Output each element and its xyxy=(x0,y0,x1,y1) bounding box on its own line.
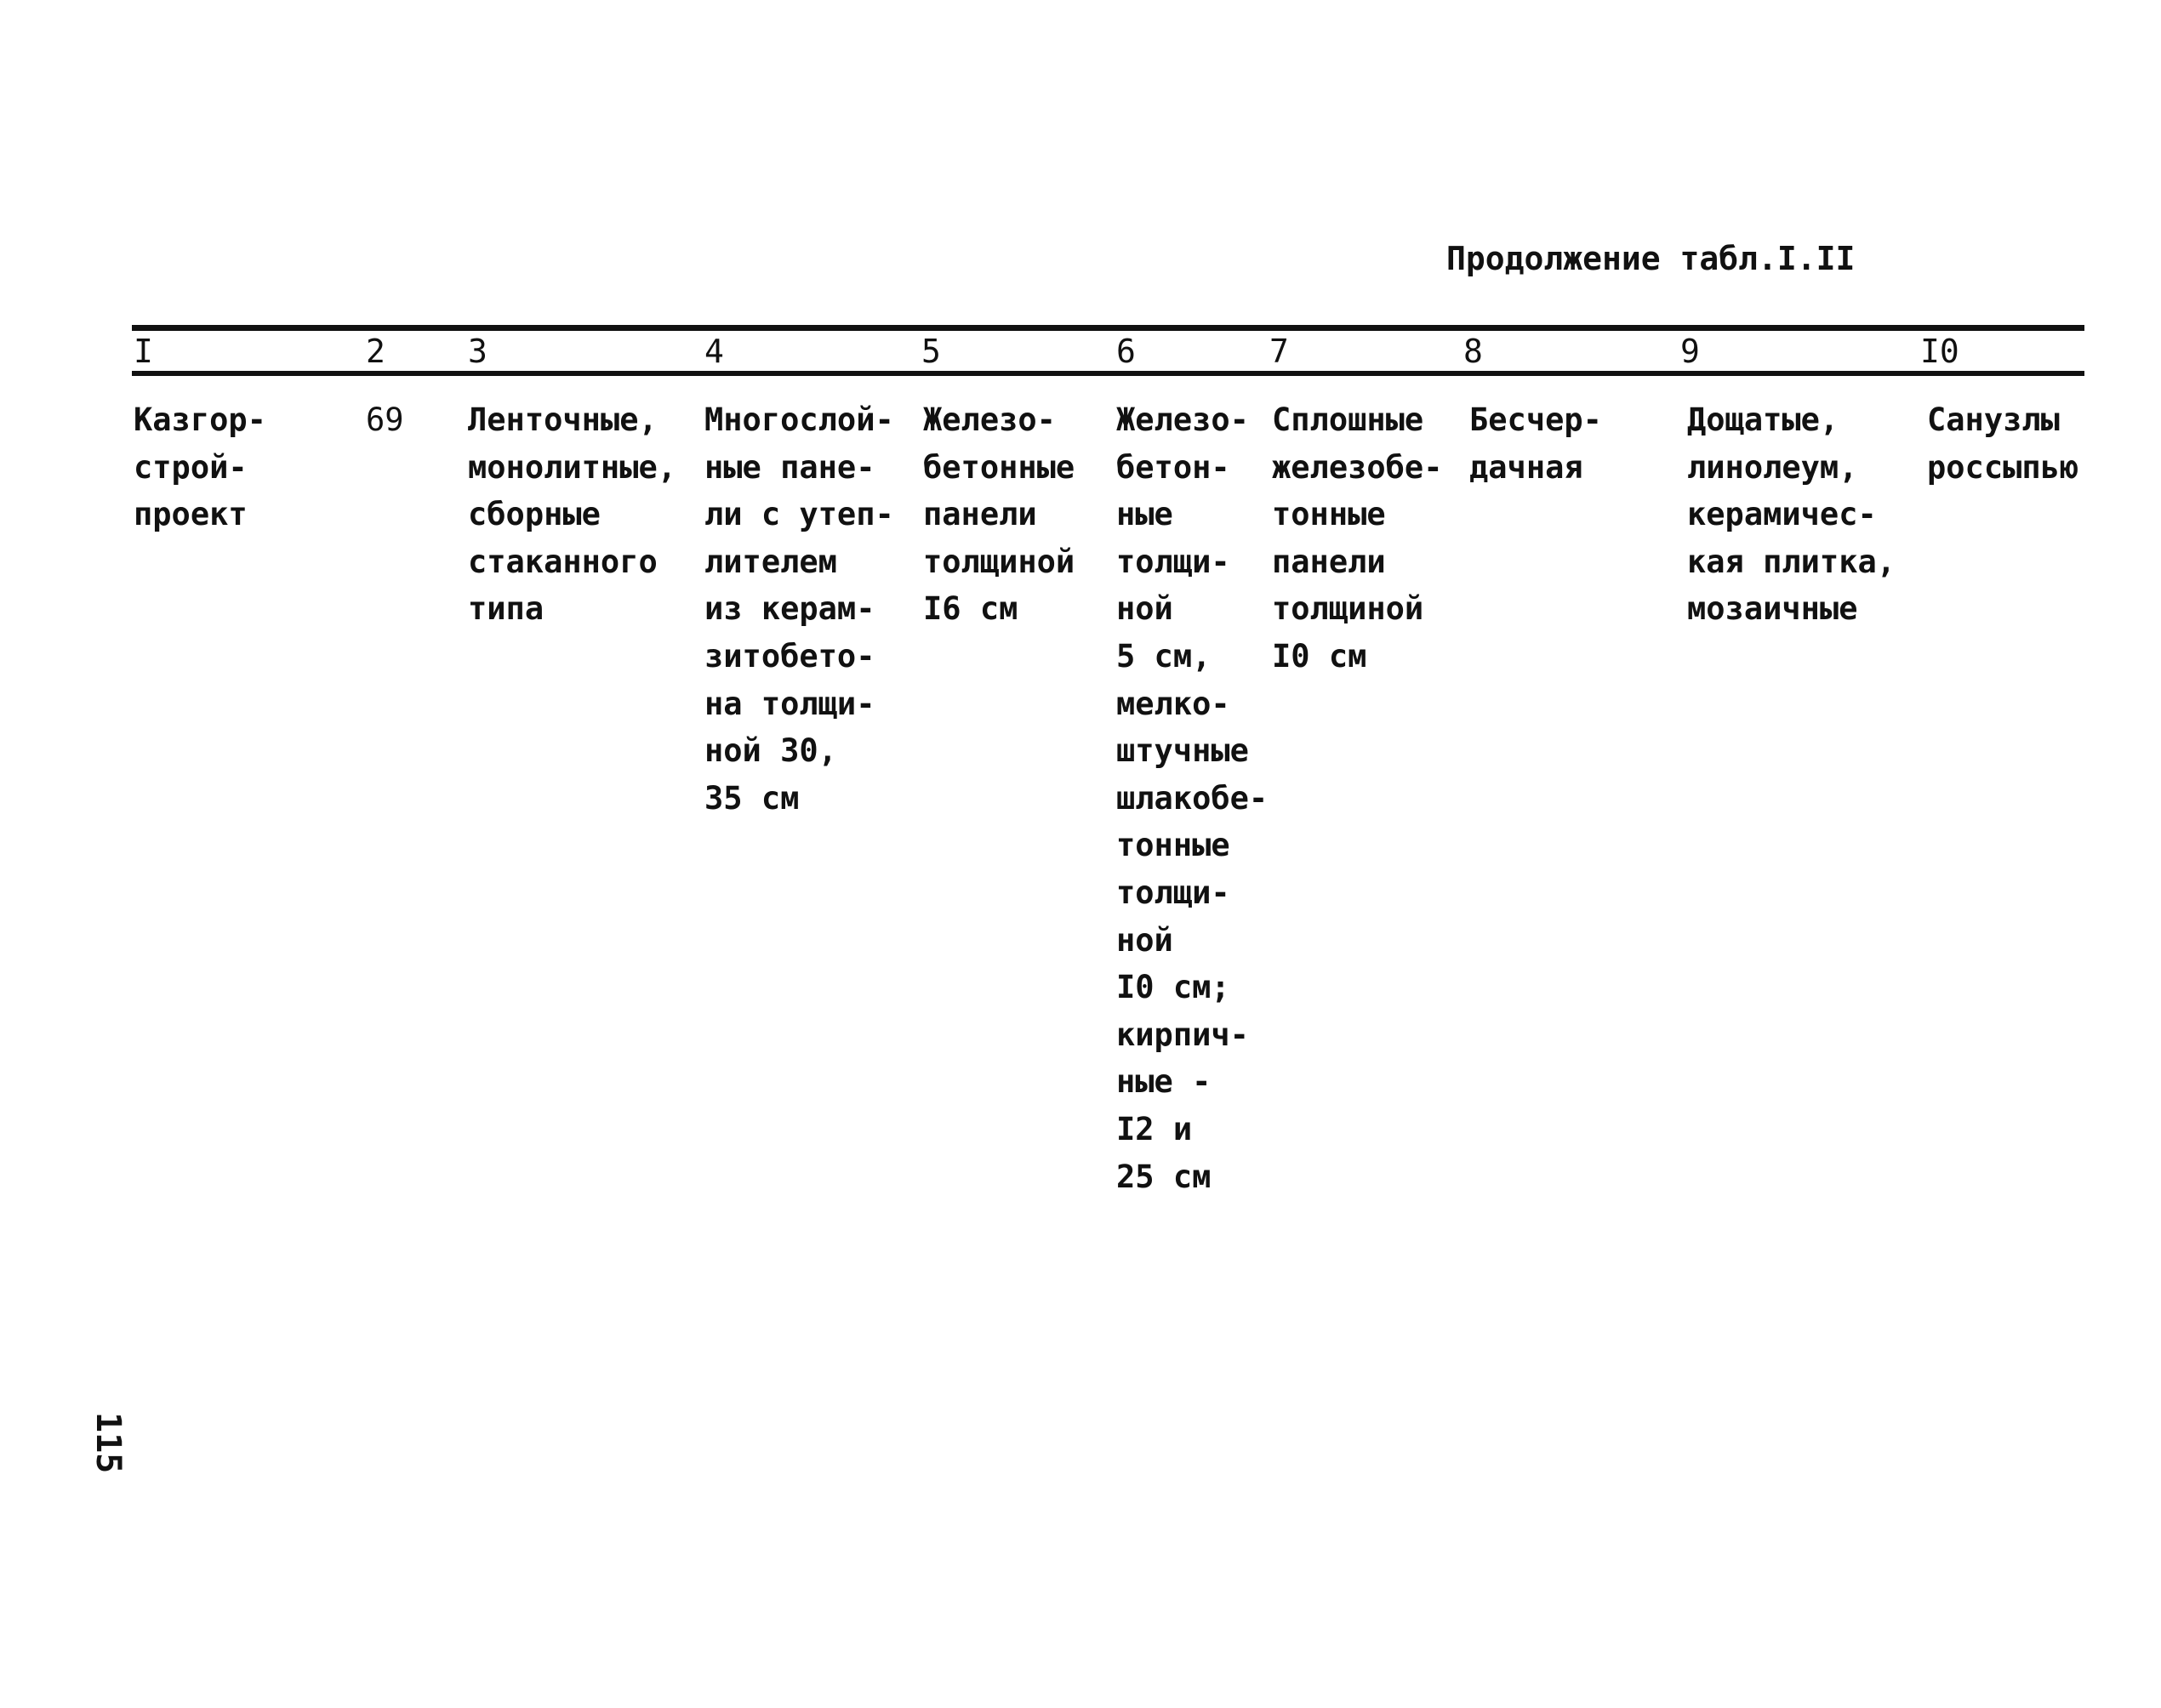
column-number-7: 7 xyxy=(1269,333,1289,370)
page-number: 115 xyxy=(88,1412,128,1474)
column-number-9: 9 xyxy=(1680,333,1700,370)
column-number-5: 5 xyxy=(921,333,941,370)
cell-exterior-walls: Многослой- ные пане- ли с утеп- лителем из керам- зитобето- на толщи- ной 30, 35 см xyxy=(704,401,894,817)
column-number-6: 6 xyxy=(1116,333,1136,370)
cell-partitions: Железо- бетон- ные толщи- ной 5 см, мелко- штучные шлакобе- тонные толщи- ной I0 см; кирпич- ные - I2 и 25 см xyxy=(1116,401,1269,1195)
cell-roof: Бесчер- дачная xyxy=(1469,401,1602,486)
column-number-underline xyxy=(132,371,2084,376)
table-top-rule xyxy=(132,325,2084,331)
column-number-4: 4 xyxy=(704,333,724,370)
column-number-10: I0 xyxy=(1920,333,1959,370)
cell-sanitary-units: Санузлы россыпью xyxy=(1927,401,2079,486)
table-caption: Продолжение табл.I.II xyxy=(1446,240,1856,277)
cell-floor-coverings: Дощатые, линолеум, керамичес- кая плитка, мозаичные xyxy=(1687,401,1896,628)
column-number-3: 3 xyxy=(468,333,488,370)
column-number-2: 2 xyxy=(366,333,385,370)
cell-number: 69 xyxy=(366,401,404,438)
column-number-8: 8 xyxy=(1463,333,1483,370)
cell-organization: Казгор- строй- проект xyxy=(134,401,266,533)
cell-interior-walls: Железо- бетонные панели толщиной I6 см xyxy=(923,401,1075,628)
cell-foundations: Ленточные, монолитные, сборные стаканного типа xyxy=(468,401,677,628)
cell-floors-slabs: Сплошные железобе- тонные панели толщиной I0 см xyxy=(1272,401,1443,675)
column-number-1: I xyxy=(134,333,153,370)
